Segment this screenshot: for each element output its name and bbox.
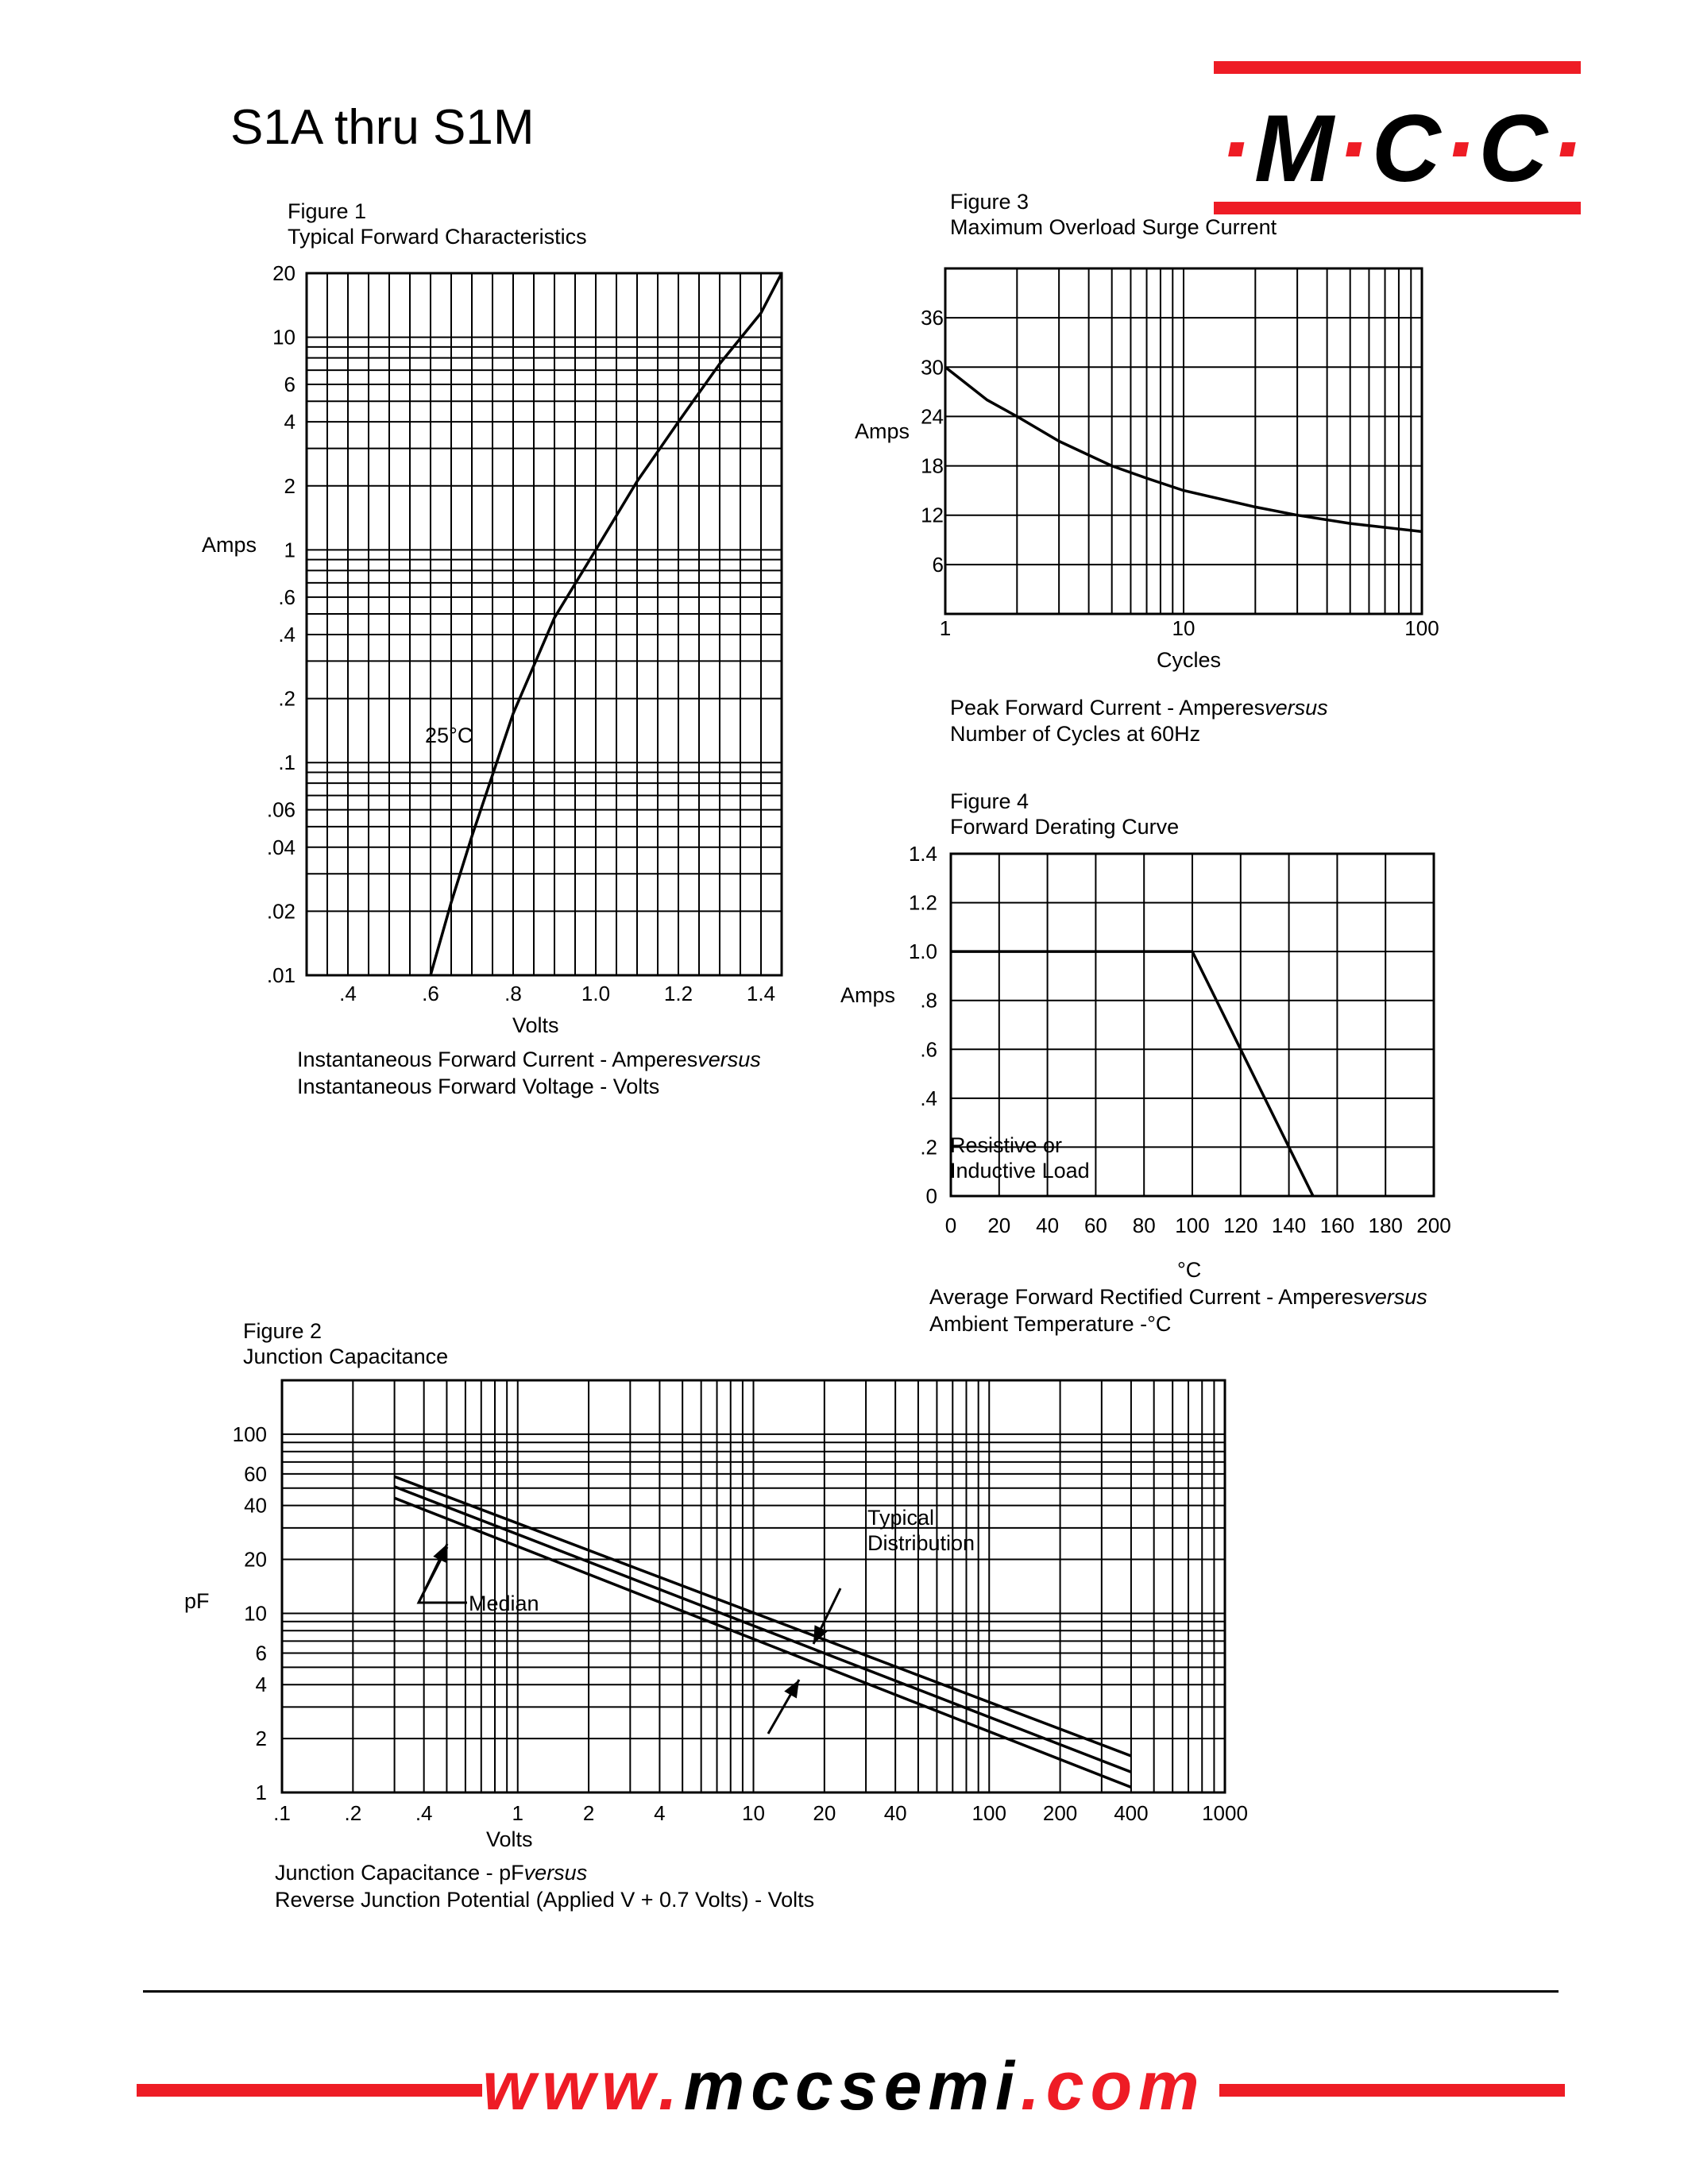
figure3-xlabel: Cycles bbox=[1157, 648, 1222, 672]
y-tick-label: .6 bbox=[278, 585, 295, 609]
figure3-label: Figure 3 bbox=[950, 190, 1029, 214]
x-tick-label: .1 bbox=[273, 1801, 291, 1825]
data-series-line bbox=[431, 273, 782, 975]
figure1-title: Typical Forward Characteristics bbox=[288, 225, 587, 249]
x-tick-label: 200 bbox=[1416, 1214, 1451, 1237]
y-tick-label: 40 bbox=[244, 1493, 267, 1518]
data-series-line bbox=[395, 1487, 1131, 1772]
y-tick-label: 1.0 bbox=[908, 940, 937, 964]
y-tick-label: 0 bbox=[925, 1184, 937, 1208]
y-tick-label: 60 bbox=[244, 1461, 267, 1486]
figure2-typical-annotation: Typical bbox=[867, 1506, 935, 1530]
x-tick-label: 180 bbox=[1368, 1214, 1403, 1237]
data-series-line bbox=[395, 1498, 1131, 1787]
y-tick-label: 36 bbox=[921, 306, 944, 330]
url-prefix: www. bbox=[482, 2048, 684, 2124]
footer-website-url[interactable] bbox=[477, 2047, 1211, 2126]
x-tick-label: .8 bbox=[504, 982, 522, 1005]
x-tick-label: 1 bbox=[939, 616, 952, 640]
figure4-load-annotation-line1: Resistive or bbox=[950, 1133, 1063, 1157]
x-tick-label: 20 bbox=[813, 1801, 836, 1825]
x-tick-label: 1.4 bbox=[746, 982, 776, 1005]
figure1-xlabel: Volts bbox=[512, 1013, 559, 1037]
figure2-caption-versus: versus bbox=[523, 1861, 588, 1885]
x-tick-label: 1000 bbox=[1202, 1801, 1248, 1825]
figure2-label: Figure 2 bbox=[243, 1319, 323, 1343]
figure2-median-annotation: Median bbox=[469, 1592, 539, 1615]
y-tick-label: 1 bbox=[255, 1781, 267, 1804]
logo-dot: · bbox=[1219, 95, 1254, 202]
x-tick-label: .6 bbox=[422, 982, 439, 1005]
footer-right-bar bbox=[1219, 2084, 1565, 2097]
y-tick-label: 1 bbox=[284, 538, 295, 562]
figure3-chart bbox=[921, 268, 1439, 640]
y-tick-label: 4 bbox=[284, 410, 295, 434]
y-tick-label: 24 bbox=[921, 404, 944, 429]
x-tick-label: .2 bbox=[344, 1801, 362, 1825]
x-tick-label: .4 bbox=[339, 982, 357, 1005]
y-tick-label: 20 bbox=[244, 1547, 267, 1572]
x-tick-label: 100 bbox=[1404, 616, 1439, 640]
figure4-caption-versus: versus bbox=[1364, 1285, 1427, 1309]
y-tick-label: 10 bbox=[244, 1601, 267, 1626]
figure3-caption-line2: Number of Cycles at 60Hz bbox=[950, 722, 1201, 746]
x-tick-label: 1.0 bbox=[581, 982, 611, 1005]
x-tick-label: 1.2 bbox=[663, 982, 693, 1005]
logo-letter-m: M bbox=[1253, 95, 1337, 202]
figure4-chart bbox=[909, 842, 1451, 1237]
figure1-caption-line2: Instantaneous Forward Voltage - Volts bbox=[297, 1075, 660, 1098]
figure3-ylabel: Amps bbox=[855, 419, 910, 443]
url-domain: mccsemi bbox=[683, 2048, 1021, 2124]
y-tick-label: .2 bbox=[278, 686, 295, 711]
x-tick-label: .4 bbox=[415, 1801, 433, 1825]
logo-dot: · bbox=[1336, 95, 1372, 202]
y-tick-label: .06 bbox=[266, 797, 295, 822]
x-tick-label: 40 bbox=[1036, 1214, 1060, 1237]
figure2-caption-main: Junction Capacitance - pF bbox=[275, 1861, 524, 1885]
x-tick-label: 400 bbox=[1114, 1801, 1149, 1825]
logo-dot: · bbox=[1551, 95, 1586, 202]
figure2-title: Junction Capacitance bbox=[243, 1345, 449, 1368]
y-tick-label: .6 bbox=[920, 1037, 937, 1062]
figure1-caption-main: Instantaneous Forward Current - Amperes bbox=[297, 1048, 698, 1071]
figure4-xlabel: °C bbox=[1177, 1258, 1202, 1282]
figure4-title: Forward Derating Curve bbox=[950, 815, 1180, 839]
x-tick-label: 160 bbox=[1319, 1214, 1355, 1237]
x-tick-label: 10 bbox=[742, 1801, 765, 1825]
logo-dot: · bbox=[1443, 95, 1479, 202]
y-tick-label: 10 bbox=[272, 325, 295, 349]
figure1-ylabel: Amps bbox=[202, 533, 257, 557]
x-tick-label: 0 bbox=[944, 1214, 957, 1237]
x-tick-label: 4 bbox=[654, 1801, 666, 1825]
figure4-load-annotation-line2: Inductive Load bbox=[950, 1159, 1090, 1183]
x-tick-label: 140 bbox=[1271, 1214, 1307, 1237]
figure2-caption-line2: Reverse Junction Potential (Applied V + 0.7 Volts) - Volts bbox=[275, 1888, 815, 1912]
x-tick-label: 80 bbox=[1132, 1214, 1156, 1237]
y-tick-label: .4 bbox=[920, 1086, 937, 1110]
y-tick-label: 30 bbox=[921, 355, 944, 380]
figure2-chart bbox=[233, 1380, 1248, 1825]
y-tick-label: .04 bbox=[266, 835, 295, 859]
x-tick-label: 100 bbox=[1175, 1214, 1210, 1237]
x-tick-label: 60 bbox=[1083, 1214, 1107, 1237]
footer-left-bar bbox=[137, 2084, 482, 2097]
figure4-label: Figure 4 bbox=[950, 789, 1029, 813]
figure2-ylabel: pF bbox=[184, 1589, 210, 1613]
figure1-label: Figure 1 bbox=[288, 199, 367, 223]
y-tick-label: 12 bbox=[921, 503, 944, 527]
x-tick-label: 2 bbox=[582, 1801, 595, 1825]
figure4-caption-main: Average Forward Rectified Current - Amperes bbox=[929, 1285, 1365, 1309]
x-tick-label: 20 bbox=[987, 1214, 1011, 1237]
figure4-ylabel: Amps bbox=[840, 983, 896, 1007]
figure1-temperature-annotation: 25°C bbox=[425, 723, 473, 747]
part-number-title: S1A thru S1M bbox=[230, 100, 535, 155]
figure3-caption-main: Peak Forward Current - Amperes bbox=[950, 696, 1265, 720]
figure3-title: Maximum Overload Surge Current bbox=[950, 215, 1277, 239]
y-tick-label: .4 bbox=[278, 622, 295, 646]
y-tick-label: 6 bbox=[932, 552, 944, 577]
y-tick-label: 4 bbox=[255, 1673, 267, 1697]
figure2-xlabel: Volts bbox=[486, 1827, 533, 1851]
y-tick-label: .02 bbox=[266, 899, 295, 924]
y-tick-label: .2 bbox=[920, 1135, 937, 1160]
figure4-caption-line2: Ambient Temperature -°C bbox=[929, 1312, 1172, 1336]
x-tick-label: 200 bbox=[1042, 1801, 1078, 1825]
logo-letter-c2: C bbox=[1478, 95, 1551, 202]
y-tick-label: 1.4 bbox=[908, 842, 937, 866]
annotation-arrow-head bbox=[784, 1680, 799, 1699]
y-tick-label: 20 bbox=[272, 261, 295, 285]
y-tick-label: 6 bbox=[255, 1641, 267, 1665]
x-tick-label: 120 bbox=[1223, 1214, 1258, 1237]
y-tick-label: .01 bbox=[266, 963, 295, 987]
y-tick-label: 100 bbox=[232, 1422, 267, 1446]
x-tick-label: 40 bbox=[883, 1801, 907, 1825]
x-tick-label: 10 bbox=[1172, 616, 1196, 640]
figure1-caption-versus: versus bbox=[697, 1048, 761, 1071]
y-tick-label: 2 bbox=[284, 473, 295, 498]
data-series-line bbox=[951, 951, 1313, 1196]
logo-letter-c1: C bbox=[1371, 95, 1444, 202]
figure2-distribution-annotation: Distribution bbox=[867, 1531, 975, 1555]
data-series-line bbox=[395, 1476, 1131, 1756]
x-tick-label: 100 bbox=[971, 1801, 1006, 1825]
y-tick-label: 6 bbox=[284, 372, 295, 397]
y-tick-label: 18 bbox=[921, 453, 944, 478]
y-tick-label: 1.2 bbox=[908, 890, 937, 915]
y-tick-label: .8 bbox=[920, 988, 937, 1013]
footer-divider bbox=[143, 1990, 1559, 1993]
y-tick-label: 2 bbox=[255, 1727, 267, 1751]
y-tick-label: .1 bbox=[278, 751, 295, 775]
x-tick-label: 1 bbox=[512, 1801, 523, 1825]
figure3-caption-versus: versus bbox=[1265, 696, 1328, 720]
url-suffix: .com bbox=[1020, 2048, 1206, 2124]
figure1-chart bbox=[267, 261, 782, 1005]
